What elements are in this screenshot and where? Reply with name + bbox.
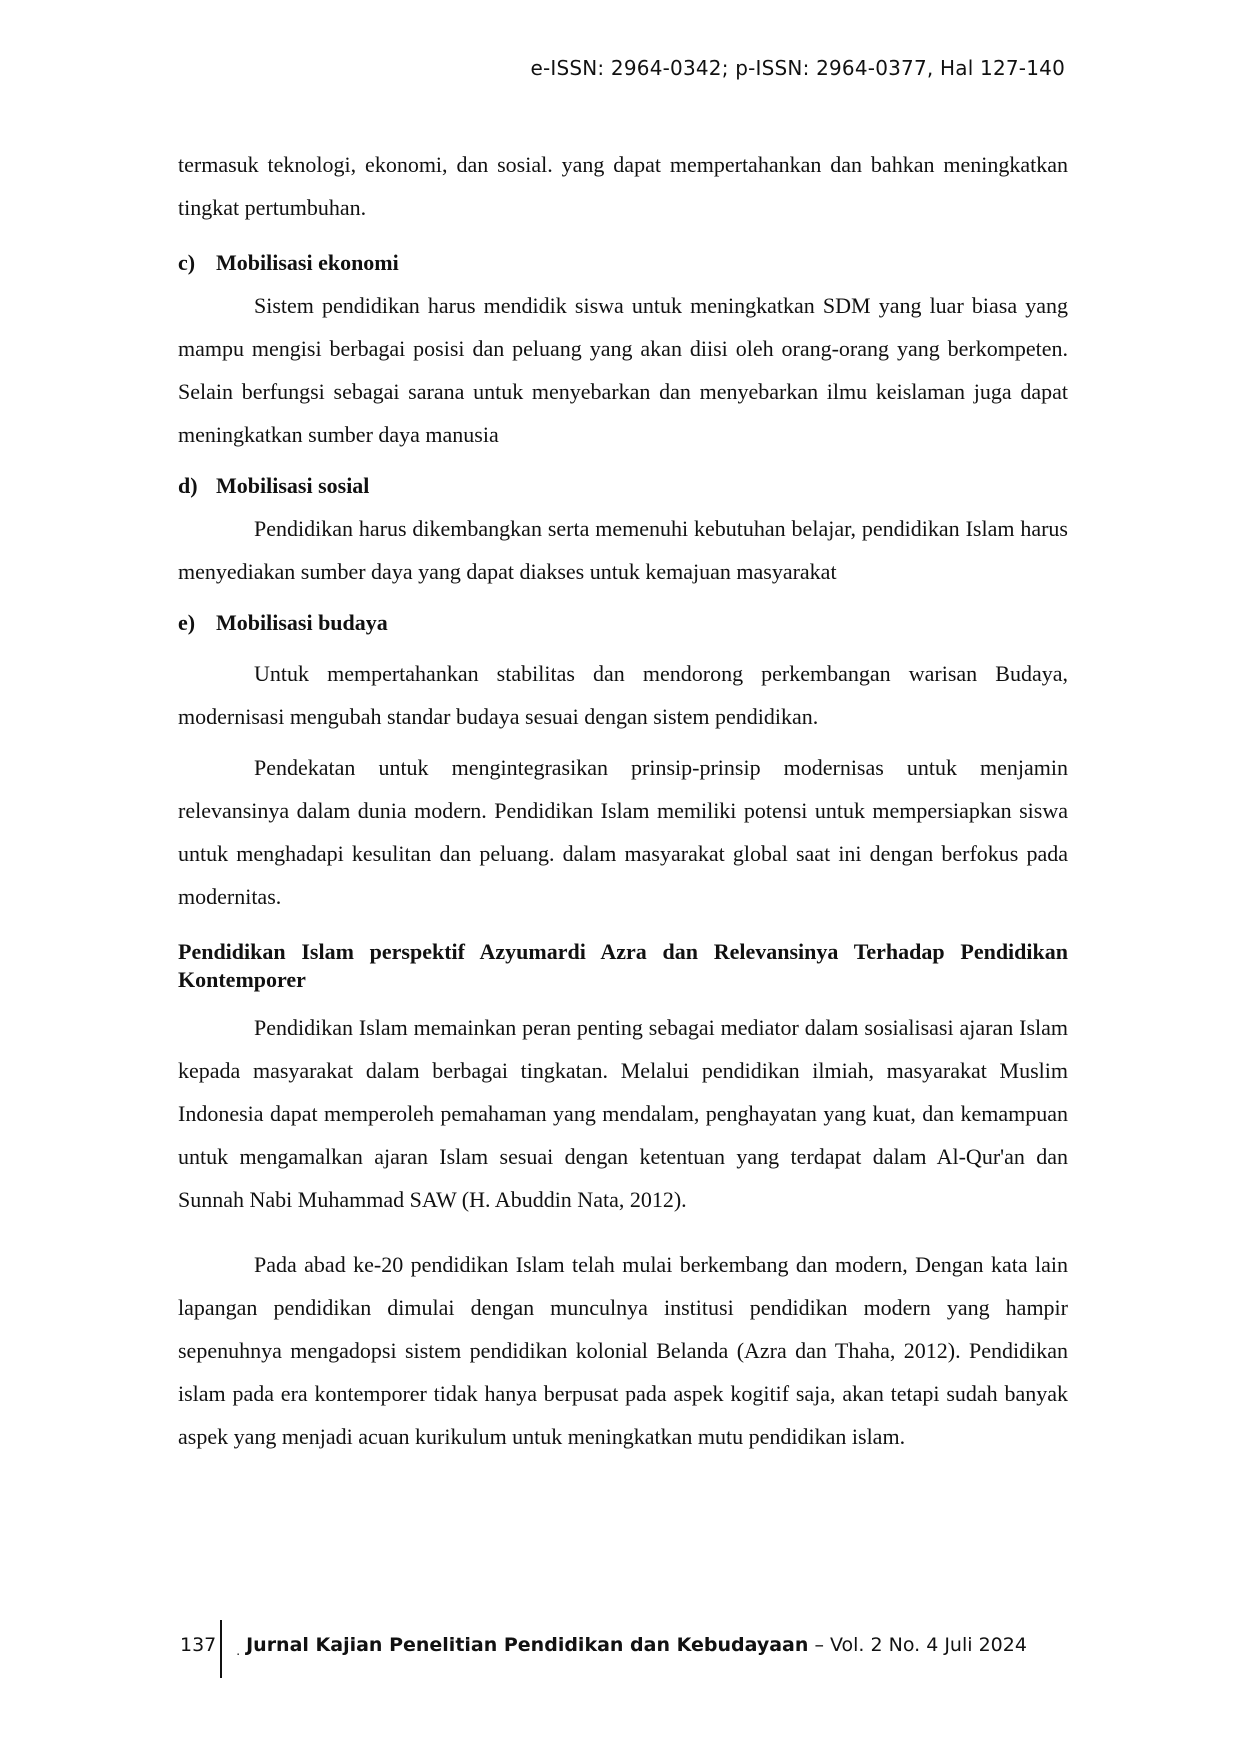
paragraph-mobilisasi-budaya: Untuk mempertahankan stabilitas dan mendorong perkembangan warisan Budaya, modernisasi mengubah standar budaya sesuai dengan sistem pendidikan. xyxy=(178,661,1068,729)
paragraph-mobilisasi-ekonomi: Sistem pendidikan harus mendidik siswa untuk meningkatkan SDM yang luar biasa yang mampu mengisi berbagai posisi dan peluang yang akan diisi oleh orang-orang yang berkompeten. Selain berfungsi sebagai sarana untuk menyebarkan dan menyebarkan ilmu keislaman juga dapat meningkatkan sumber daya manusia xyxy=(178,293,1068,447)
subheading-mobilisasi-sosial xyxy=(178,464,1068,507)
footer-dot: . xyxy=(236,1644,241,1658)
footer-divider xyxy=(220,1620,222,1678)
subheading-mobilisasi-budaya xyxy=(178,601,1068,644)
paragraph-pendekatan: Pendekatan untuk mengintegrasikan prinsip-prinsip modernisas untuk menjamin relevansinya dalam dunia modern. Pendidikan Islam memiliki potensi untuk mempersiapkan siswa untuk menghadapi kesulitan dan peluang. dalam masyarakat global saat ini dengan berfokus pada modernitas. xyxy=(178,755,1068,909)
paragraph-mobilisasi-sosial: Pendidikan harus dikembangkan serta memenuhi kebutuhan belajar, pendidikan Islam harus menyediakan sumber daya yang dapat diakses untuk kemajuan masyarakat xyxy=(178,516,1068,584)
paragraph-mediator: Pendidikan Islam memainkan peran penting sebagai mediator dalam sosialisasi ajaran Islam kepada masyarakat dalam berbagai tingkatan. Melalui pendidikan ilmiah, masyarakat Muslim Indonesia dapat memperoleh pemahaman yang mendalam, penghayatan yang kuat, dan kemampuan untuk mengamalkan ajaran Islam sesuai dengan ketentuan yang terdapat dalam Al-Qur'an dan Sunnah Nabi Muhammad SAW (H. Abuddin Nata, 2012). xyxy=(178,1015,1068,1212)
journal-volume: – Vol. 2 No. 4 Juli 2024 xyxy=(808,1634,1027,1656)
page-number: 137 xyxy=(180,1634,217,1656)
subheading-letter: c) xyxy=(178,250,196,275)
journal-name: Jurnal Kajian Penelitian Pendidikan dan Kebudayaan xyxy=(246,1634,809,1656)
journal-issn-header: e-ISSN: 2964-0342; p-ISSN: 2964-0377, Hal 127-140 xyxy=(530,56,1065,80)
subheading-mobilisasi-ekonomi xyxy=(178,241,1068,284)
subheading-title: Mobilisasi budaya xyxy=(216,610,388,635)
subheading-letter: e) xyxy=(178,610,196,635)
subheading-letter: d) xyxy=(178,473,198,498)
paragraph-abad-ke-20: Pada abad ke-20 pendidikan Islam telah mulai berkembang dan modern, Dengan kata lain lapangan pendidikan dimulai dengan munculnya institusi pendidikan modern yang hampir sepenuhnya mengadopsi sistem pendidikan kolonial Belanda (Azra dan Thaha, 2012). Pendidikan islam pada era kontemporer tidak hanya berpusat pada aspek kogitif saja, akan tetapi sudah banyak aspek yang menjadi acuan kurikulum untuk meningkatkan mutu pendidikan islam. xyxy=(178,1252,1068,1449)
journal-citation xyxy=(246,1620,1027,1656)
subheading-title: Mobilisasi ekonomi xyxy=(216,250,399,275)
page-footer xyxy=(180,1620,1027,1678)
page-body xyxy=(178,143,1068,1458)
subheading-title: Mobilisasi sosial xyxy=(216,473,370,498)
continuation-paragraph: termasuk teknologi, ekonomi, dan sosial. yang dapat mempertahankan dan bahkan meningkatkan tingkat pertumbuhan. xyxy=(178,152,1068,220)
section-heading: Pendidikan Islam perspektif Azyumardi Azra dan Relevansinya Terhadap Pendidikan Kontemporer xyxy=(178,939,1068,992)
